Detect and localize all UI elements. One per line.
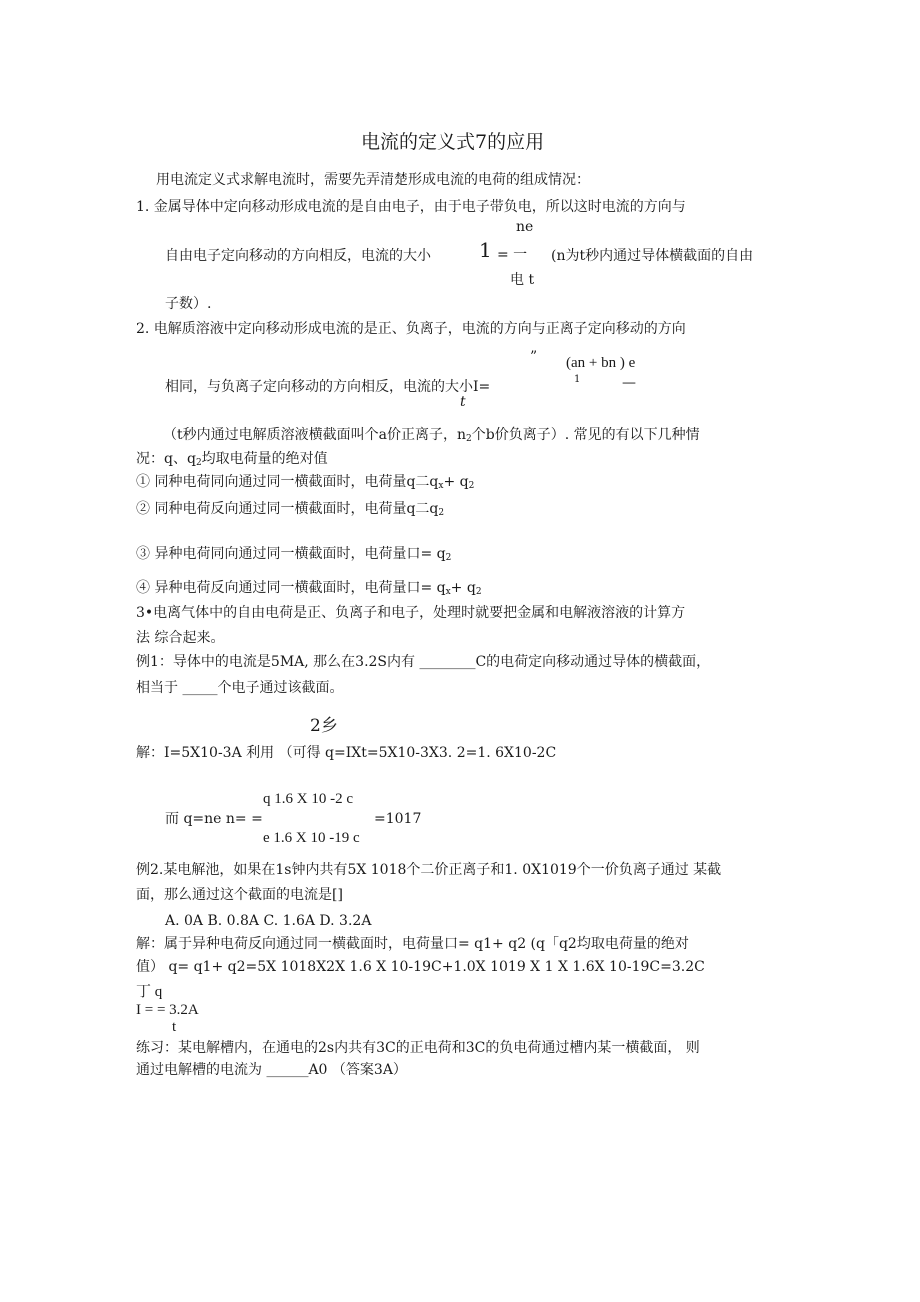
example1-marker: 2乡 (310, 716, 338, 736)
item2-one: 1 (574, 374, 581, 385)
case-2: ② 同种电荷反向通过同一横截面时，电荷量q二$q_2$ (136, 501, 445, 518)
item1-line2b: (n为t秒内通过导体横截面的自由 (551, 248, 754, 264)
practice-line2: 通过电解槽的电流为 ______A0 （答案3A） (136, 1062, 407, 1078)
example2-solution1: 解：属于异种电荷反向通过同一横截面时，电荷量口= q1+ q2 (q「q2均取电荷量的绝对 (136, 936, 689, 952)
item2-dash: — (622, 375, 636, 391)
example1-line1: 例1：导体中的电流是5MA, 那么在3.2S内有 ________C的电荷定向移动通过导体的横截面， (136, 654, 711, 670)
example2-formula-top: 丁 q (136, 984, 163, 1000)
item1-line1: 1. 金属导体中定向移动形成电流的是自由电子，由于电子带负电，所以这时电流的方向与 (136, 199, 686, 215)
example1-fraction-top: q 1.6 X 10 -2 c (263, 791, 353, 807)
example1-line2: 相当于 _____个电子通过该截面。 (136, 680, 344, 696)
case-4: ④ 异种电荷反向通过同一横截面时，电荷量口= $q_x+ q_2$ (136, 580, 482, 597)
example2-formula-bottom: t (172, 1019, 177, 1035)
item2-t: t (460, 394, 466, 410)
example2-formula-mid: I = = 3.2A (136, 1002, 199, 1018)
item1-line3: 子数）. (165, 296, 212, 312)
example2-solution2: 值） q= q1+ q2=5X 1018X2X 1.6 X 10-19C+1.0X 1019 X 1 X 1.6X 10-19C=3.2C (136, 959, 705, 975)
example2-line1: 例2.某电解池，如果在1s钟内共有5X 1018个二价正离子和1. 0X1019个一价负离子通过 某截 (136, 862, 722, 878)
item2-numerator: (an + bn ) e (566, 355, 636, 371)
example1-solution: 解：I=5X10-3A 利用 （可得 q=IXt=5X10-3X3. 2=1. 6X10-2C (136, 745, 557, 761)
example1-fraction-left: 而 q=ne n= = (165, 811, 263, 827)
item1-one: 1 (479, 238, 492, 262)
example2-options: A. 0A B. 0.8A C. 1.6A D. 3.2A (165, 913, 372, 929)
intro-text: 用电流定义式求解电流时，需要先弄清楚形成电流的电荷的组成情况： (156, 172, 590, 188)
example1-fraction-bottom: e 1.6 X 10 -19 c (263, 830, 360, 846)
page-title: 电流的定义式7的应用 (361, 131, 545, 153)
item2-line2: 相同，与负离子定向移动的方向相反，电流的大小I= (165, 379, 491, 395)
practice-line1: 练习：某电解槽内，在通电的2s内共有3C的正电荷和3C的负电荷通过槽内某一横截面， 则 (136, 1040, 700, 1056)
example1-fraction-right: =1017 (374, 811, 422, 827)
item2-line4: 况：q、$q_2$均取电荷量的绝对值 (136, 451, 328, 468)
item1-eq: = 一 (497, 247, 528, 263)
item1-ne: ne (516, 219, 534, 235)
item3-line1: 3•电离气体中的自由电荷是正、负离子和电子，处理时就要把金属和电解液溶液的计算方 (136, 605, 686, 621)
item3-line2: 法 综合起来。 (136, 630, 225, 646)
item2-line3: （t秒内通过电解质溶液横截面叫个a价正离子，$n_2$个b价负离子）. 常见的有以下几种情 (163, 427, 700, 444)
item2-quote: ” (530, 349, 538, 365)
item1-line2a: 自由电子定向移动的方向相反，电流的大小 (165, 248, 431, 264)
item1-denominator: 电 t (510, 272, 535, 288)
case-3: ③ 异种电荷同向通过同一横截面时，电荷量口= $q_2$ (136, 546, 452, 563)
example2-line2: 面，那么通过这个截面的电流是[] (136, 887, 343, 903)
case-1: ① 同种电荷同向通过同一横截面时，电荷量q二$q_x+ q_2$ (136, 474, 475, 491)
item2-line1: 2. 电解质溶液中定向移动形成电流的是正、负离子，电流的方向与正离子定向移动的方向 (136, 321, 686, 337)
